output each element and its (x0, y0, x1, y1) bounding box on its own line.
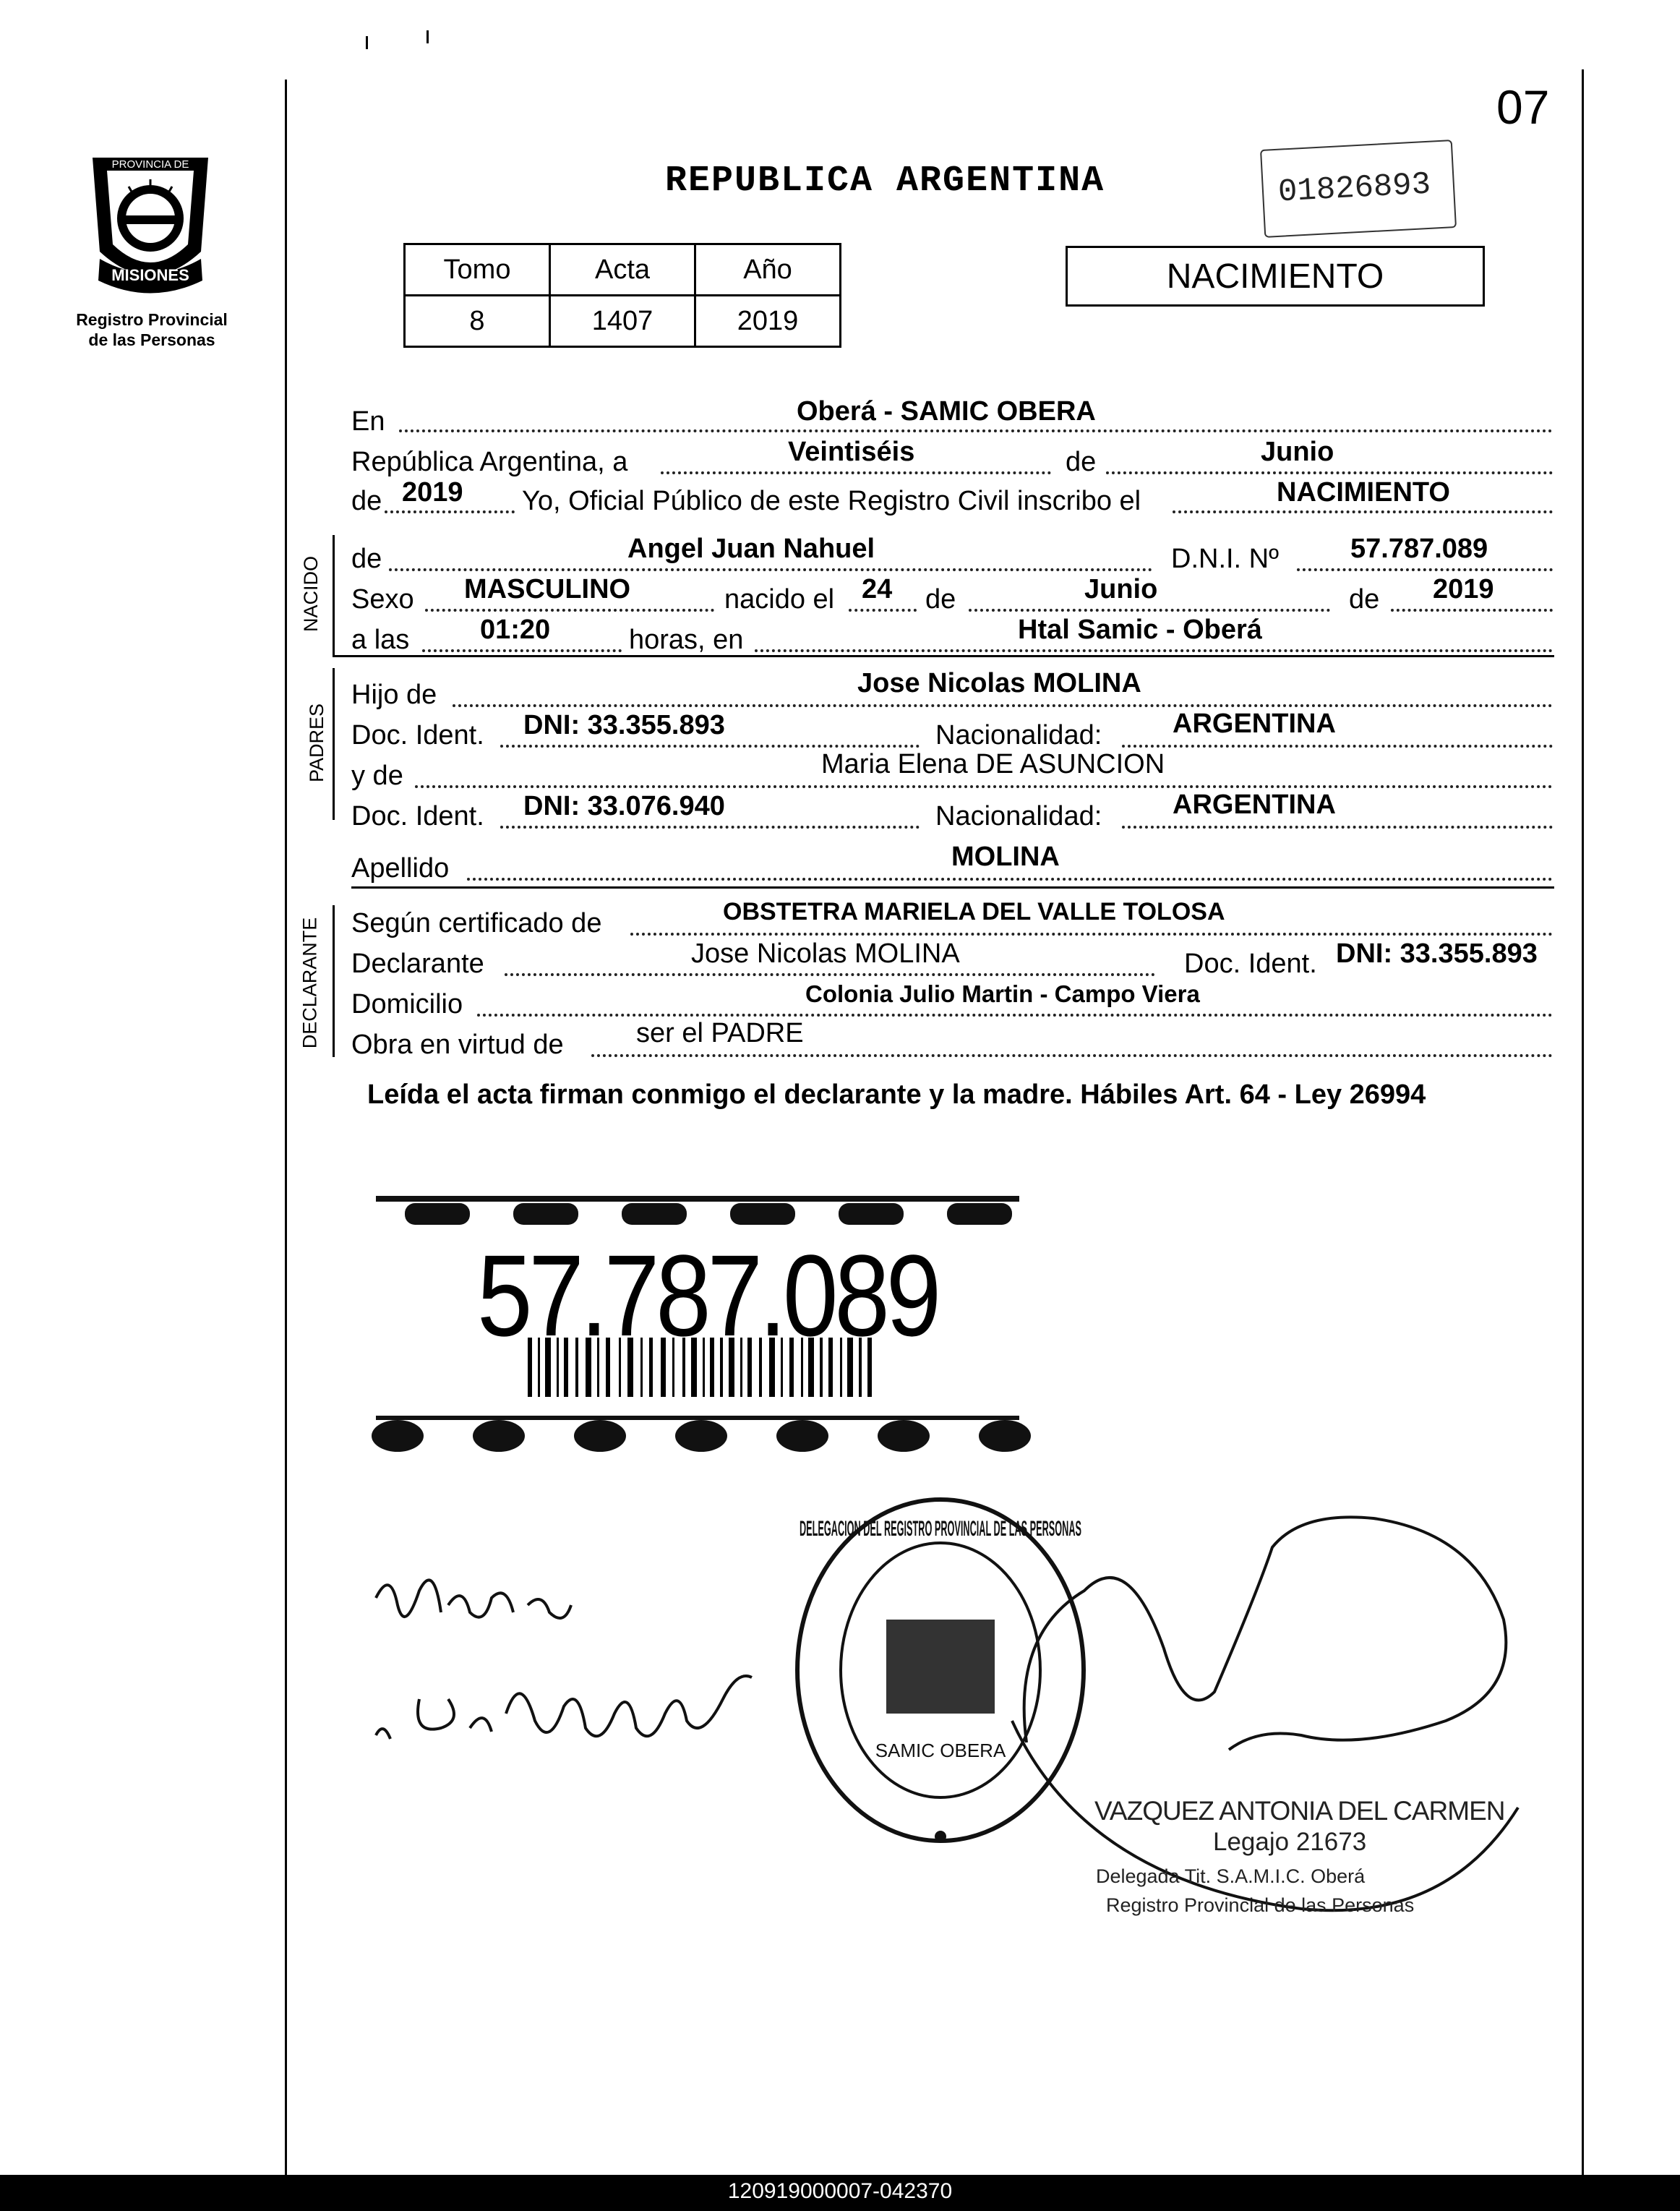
statement-text: Yo, Oficial Público de este Registro Civil inscribo el (522, 486, 1141, 516)
de-label: de (925, 584, 956, 615)
id-number-large: 57.787.089 (477, 1231, 938, 1360)
dotted-line (1173, 510, 1553, 513)
time-label: a las (351, 625, 410, 655)
official-name: VAZQUEZ ANTONIA DEL CARMEN (1094, 1796, 1505, 1826)
de-label: de (1349, 584, 1380, 615)
y-de-label: y de (351, 761, 403, 791)
doc-label: Doc. Ident. (351, 720, 484, 750)
register-table (403, 243, 841, 348)
section-label-nacido: NACIDO (300, 555, 322, 633)
section-bracket (333, 668, 335, 820)
record-type-box: NACIMIENTO (1066, 246, 1485, 307)
declarant-doc: DNI: 33.355.893 (1336, 938, 1538, 969)
dotted-line (425, 609, 714, 612)
mother-name: Maria Elena DE ASUNCION (821, 749, 1165, 779)
dotted-line (661, 471, 1051, 474)
mother-doc: DNI: 33.076.940 (523, 791, 725, 821)
cert-value: OBSTETRA MARIELA DEL VALLE TOLOSA (723, 898, 1225, 925)
office-line-2: de las Personas (88, 330, 215, 349)
born-label: nacido el (724, 584, 835, 615)
born-year: 2019 (1433, 574, 1494, 604)
register-value-cell: 2019 (695, 296, 841, 347)
sex-value: MASCULINO (464, 574, 631, 604)
dotted-line (415, 785, 1553, 788)
place-value: Oberá - SAMIC OBERA (797, 396, 1096, 427)
dni-label: D.N.I. Nº (1171, 544, 1279, 574)
dotted-line (849, 609, 917, 612)
page-number: 07 (1496, 80, 1550, 134)
footer-code: 120919000007-042370 (727, 2179, 953, 2203)
section-label-padres: PADRES (306, 703, 328, 783)
official-role: Delegada Tit. S.A.M.I.C. Oberá (1096, 1865, 1366, 1887)
surname-value: MOLINA (951, 842, 1060, 872)
section-divider (351, 886, 1554, 889)
father-name: Jose Nicolas MOLINA (857, 668, 1141, 698)
surname-label: Apellido (351, 853, 450, 884)
dotted-line (1297, 568, 1553, 571)
nationality-label: Nacionalidad: (935, 720, 1102, 750)
hijo-label: Hijo de (351, 680, 437, 710)
act-value: NACIMIENTO (1277, 477, 1450, 508)
de2-label: de (351, 486, 382, 516)
declarant-label: Declarante (351, 949, 484, 979)
closing-text: Leída el acta firman conmigo el declarante y la madre. Hábiles Art. 64 - Ley 26994 (367, 1079, 1426, 1110)
sex-label: Sexo (351, 584, 414, 615)
left-margin-line (285, 80, 287, 2175)
office-line-1: Registro Provincial (76, 310, 228, 329)
declarant-name: Jose Nicolas MOLINA (691, 938, 960, 969)
dotted-line (422, 649, 622, 652)
dotted-line (399, 429, 1553, 432)
dotted-line (1106, 471, 1553, 474)
doc-label: Doc. Ident. (351, 801, 484, 831)
stamp-inner-text: SAMIC OBERA (875, 1740, 1006, 1761)
de-label: de (351, 544, 382, 574)
nationality-label: Nacionalidad: (935, 801, 1102, 831)
dotted-line (1391, 609, 1553, 612)
dotted-line (1122, 826, 1553, 829)
dotted-line (969, 609, 1330, 612)
dotted-line (389, 568, 1152, 571)
dotted-line (505, 973, 1155, 976)
address-value: Colonia Julio Martin - Campo Viera (805, 980, 1200, 1007)
mother-nationality: ARGENTINA (1173, 790, 1336, 820)
dotted-line (477, 1014, 1553, 1017)
de-label: de (1066, 447, 1097, 477)
signature-mother (361, 1656, 766, 1764)
register-header-row (405, 244, 841, 296)
section-bracket (333, 535, 335, 657)
hours-label: horas, en (629, 625, 744, 655)
en-label: En (351, 406, 385, 437)
stray-mark (366, 36, 368, 49)
register-value-cell: 8 (405, 296, 550, 347)
right-margin-line (1582, 69, 1584, 2175)
country-title: REPUBLICA ARGENTINA (665, 161, 1105, 202)
register-header-cell: Acta (550, 244, 695, 296)
section-bracket (333, 905, 335, 1057)
register-header-cell: Tomo (405, 244, 550, 296)
logo-bottom-text: MISIONES (111, 266, 189, 284)
dotted-line (630, 933, 1553, 936)
dotted-line (500, 745, 920, 748)
republic-label: República Argentina, a (351, 447, 628, 477)
signature-father (361, 1562, 593, 1648)
register-header-cell: Año (695, 244, 841, 296)
logo-top-text: PROVINCIA DE (111, 158, 189, 171)
dotted-line (467, 878, 1553, 881)
register-value-row (405, 296, 841, 347)
province-seal-logo (78, 143, 223, 302)
year-value: 2019 (402, 477, 463, 508)
born-day: 24 (862, 574, 893, 604)
address-label: Domicilio (351, 989, 463, 1019)
serial-number: 01826893 (1277, 166, 1432, 211)
birth-time: 01:20 (480, 615, 551, 645)
father-doc: DNI: 33.355.893 (523, 710, 725, 740)
section-divider (333, 655, 1554, 657)
register-value-cell: 1407 (550, 296, 695, 347)
obra-value: ser el PADRE (636, 1018, 804, 1048)
father-nationality: ARGENTINA (1173, 709, 1336, 739)
month-value: Junio (1261, 437, 1334, 467)
birth-place: Htal Samic - Oberá (1018, 615, 1262, 645)
dotted-line (500, 826, 920, 829)
child-dni: 57.787.089 (1350, 534, 1488, 564)
dotted-line (385, 510, 515, 513)
stamp-outer-text: DELEGACION DEL REGISTRO PROVINCIAL DE LAS PERSONAS (800, 1517, 1081, 1541)
child-name: Angel Juan Nahuel (627, 534, 875, 564)
official-office: Registro Provincial de las Personas (1106, 1894, 1415, 1916)
office-name (58, 309, 246, 350)
dotted-line (755, 649, 1553, 652)
section-label-declarante: DECLARANTE (299, 917, 321, 1049)
born-month: Junio (1084, 574, 1158, 604)
cert-label: Según certificado de (351, 908, 602, 938)
dotted-line (1122, 745, 1553, 748)
official-legajo: Legajo 21673 (1213, 1828, 1367, 1856)
dotted-line (453, 704, 1553, 707)
doc-label: Doc. Ident. (1184, 949, 1317, 979)
obra-label: Obra en virtud de (351, 1030, 564, 1060)
day-value: Veintiséis (788, 437, 915, 467)
stray-mark (427, 30, 429, 43)
dotted-line (591, 1054, 1553, 1057)
